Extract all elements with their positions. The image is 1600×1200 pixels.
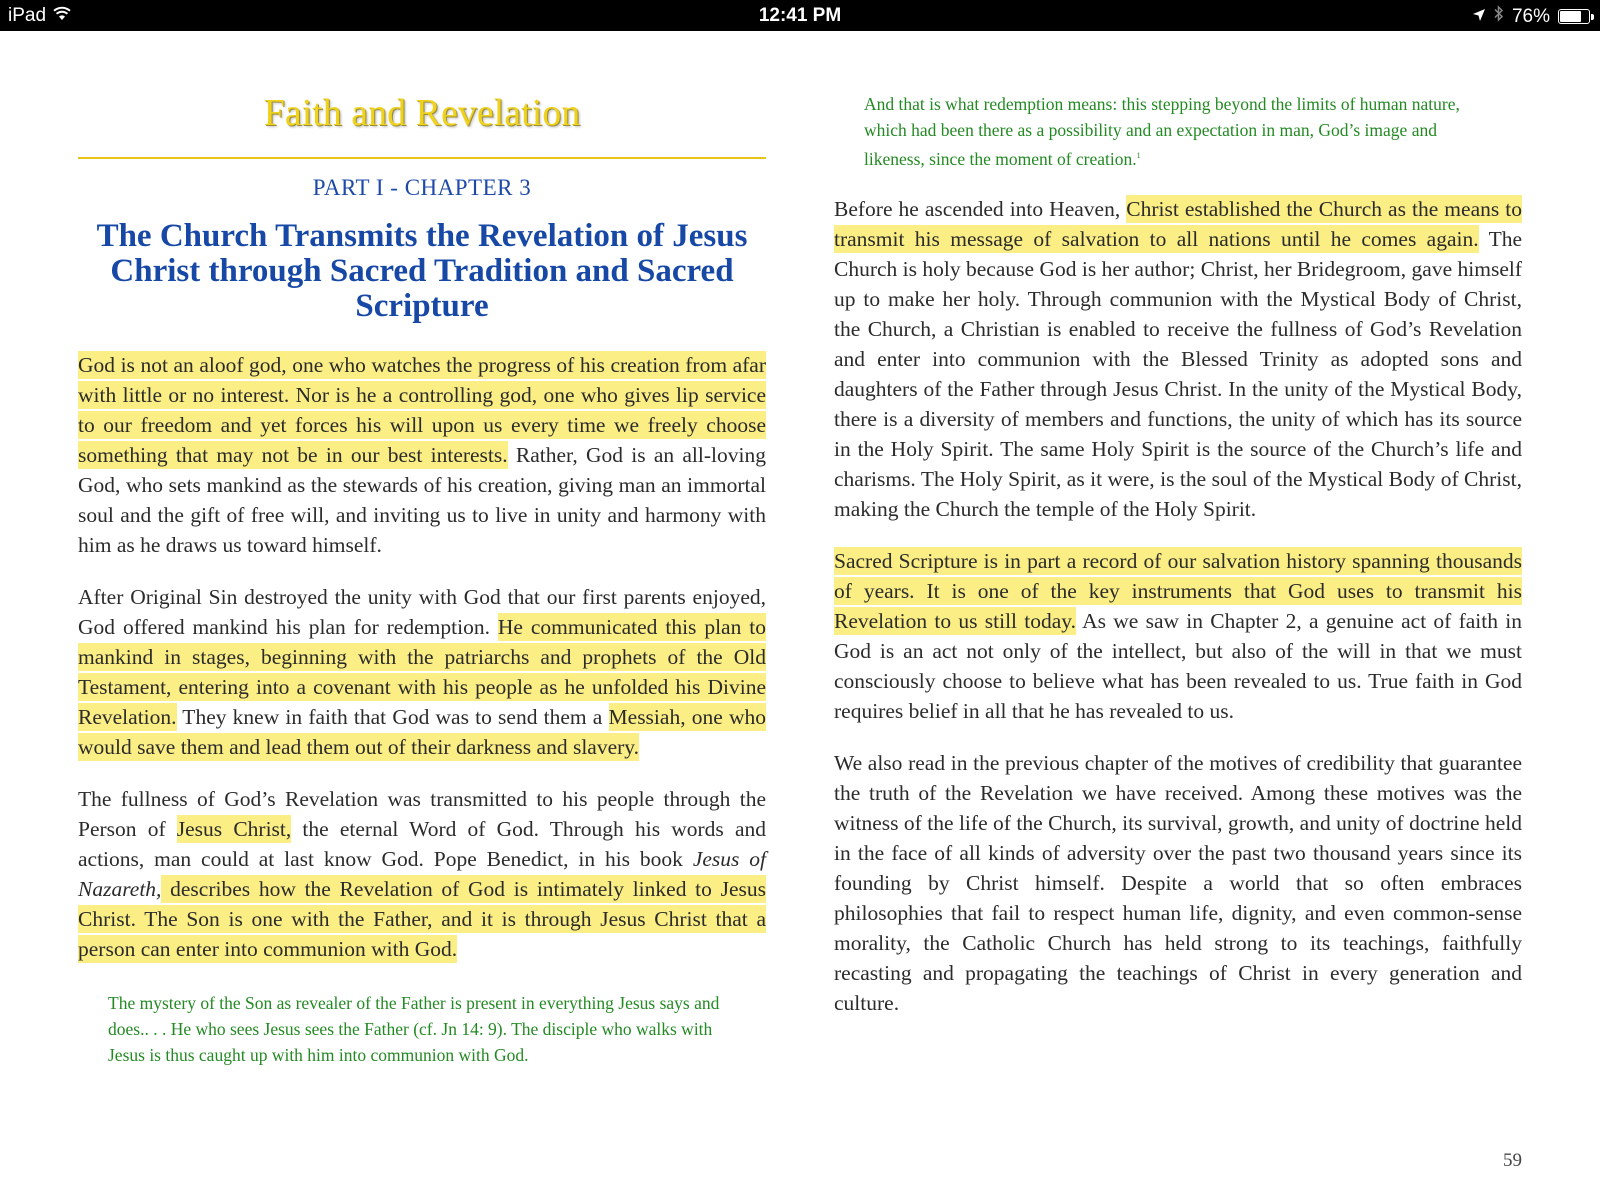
left-block-quote: The mystery of the Son as revealer of the Father is present in everything Jesus says and does.. . . He who sees Jesus sees the Father (cf. Jn 14: 9). The disciple who walks with Jesus is thus caught up with him into communion with God. <box>108 993 720 1065</box>
bluetooth-icon <box>1494 5 1504 28</box>
text: the eternal Word of God. Through his words and actions, man could at last know God. Pope Benedict, in his book <box>78 817 766 871</box>
battery-level-fill <box>1560 11 1581 22</box>
right-paragraph-2[interactable] <box>834 546 1522 726</box>
device-name: iPad <box>8 5 47 26</box>
left-paragraph-1[interactable] <box>78 350 766 560</box>
text: They knew in faith that God was to send them a <box>176 705 609 729</box>
status-right <box>1472 5 1590 28</box>
text: Rather, God is an all-loving God, who sets mankind as the stewards of his creation, giving man an immortal soul and the gift of free will, and inviting us to live in unity and harmony with him as he draws us toward himself. <box>78 443 766 557</box>
text: As we saw in Chapter 2, a genuine act of faith in God is an act not only of the intellect, but also of the will in that we must consciously choose to believe what has been revealed to us. True faith in God requires belief in all that he has revealed to us. <box>834 608 1522 723</box>
status-time: 12:41 PM <box>758 5 842 26</box>
quote-text: And that is what redemption means: this stepping beyond the limits of human nature, which had been there as a possibility and an expectation in man, God’s image and likeness, since the moment of creation. <box>864 94 1460 169</box>
status-left <box>8 5 72 27</box>
footnote-marker[interactable]: 1 <box>1136 151 1141 160</box>
wifi-icon <box>52 5 72 27</box>
highlight[interactable]: God is not an aloof god, one who watches the progress of his creation from afar with little or no interest. Nor is he a controlling god, one who gives lip service to our freedom and yet forces his will upon us every time we freely choose something that may not be in our best interests. <box>78 353 766 467</box>
text: Before he ascended into Heaven, <box>834 196 1127 221</box>
right-block-quote <box>864 91 1492 172</box>
page-number: 59 <box>1503 1150 1522 1171</box>
right-paragraph-3[interactable]: We also read in the previous chapter of the motives of credibility that guarantee the truth of the Revelation we have received. Among these motives was the witness of the life of the Church, its survival, growth, and unity of doctrine held in the face of all kinds of adversity over the past two thousand years since its founding by Christ himself. Despite a world that so often embraces philosophies that fail to respect human life, dignity, and even common-sense morality, the Catholic Church has held strong to its teachings, faithfully recasting and propagating the teachings of Christ in every generation and culture. <box>834 750 1522 1015</box>
title-divider <box>78 157 766 159</box>
chapter-label: PART I - CHAPTER 3 <box>312 175 532 200</box>
status-bar <box>0 0 1600 31</box>
left-paragraph-2[interactable] <box>78 582 766 762</box>
left-page <box>78 31 766 1068</box>
highlight[interactable]: He communicated this plan to mankind in stages, beginning with the patriarchs and prophets of the Old Testament, entering into a covenant with his people as he unfolded his Divine Revelation. <box>78 615 766 729</box>
right-paragraph-1[interactable] <box>834 194 1522 524</box>
battery-percent: 76% <box>1511 5 1550 27</box>
text: The fullness of God’s Revelation was transmitted to his people through the Person of <box>78 787 766 841</box>
highlight[interactable]: Jesus Christ, <box>176 817 292 841</box>
chapter-title: The Church Transmits the Revelation of Jesus Christ through Sacred Tradition and Sacred Scripture <box>96 218 748 324</box>
right-page <box>834 31 1522 1018</box>
text: After Original Sin destroyed the unity with God that our first parents enjoyed, God offered mankind his plan for redemption. <box>78 585 766 639</box>
highlight[interactable]: Messiah, one who would save them and lead them out of their darkness and slavery. <box>78 705 766 759</box>
highlight[interactable]: Christ established the Church as the means to transmit his message of salvation to all nations until he comes again. <box>834 196 1522 251</box>
left-paragraph-3[interactable] <box>78 784 766 964</box>
book-reference: Jesus of Nazareth, <box>78 847 766 901</box>
location-arrow-icon <box>1472 6 1486 28</box>
text: The Church is holy because God is her author; Christ, her Bridegroom, gave himself up to make her holy. Through communion with the Mystical Body of Christ, the Church, a Christian is enabled to receive the fullness of God’s Revelation and enter into communion with the Blessed Trinity as adopted sons and daughters of the Father through Jesus Christ. In the unity of the Mystical Body, there is a diversity of members and functions, the unity of which has its source in the Holy Spirit. The same Holy Spirit is the source of the Church’s life and charisms. The Holy Spirit, as it were, is the soul of the Mystical Body of Christ, making the Church the temple of the Holy Spirit. <box>834 226 1522 521</box>
highlight[interactable]: Sacred Scripture is in part a record of our salvation history spanning thousands of years. It is one of the key instruments that God uses to transmit his Revelation to us still today. <box>834 548 1522 633</box>
battery-icon <box>1558 9 1590 24</box>
highlight[interactable]: describes how the Revelation of God is intimately linked to Jesus Christ. The Son is one with the Father, and it is through Jesus Christ that a person can enter into communion with God. <box>78 877 766 961</box>
book-title: Faith and Revelation <box>263 92 581 134</box>
